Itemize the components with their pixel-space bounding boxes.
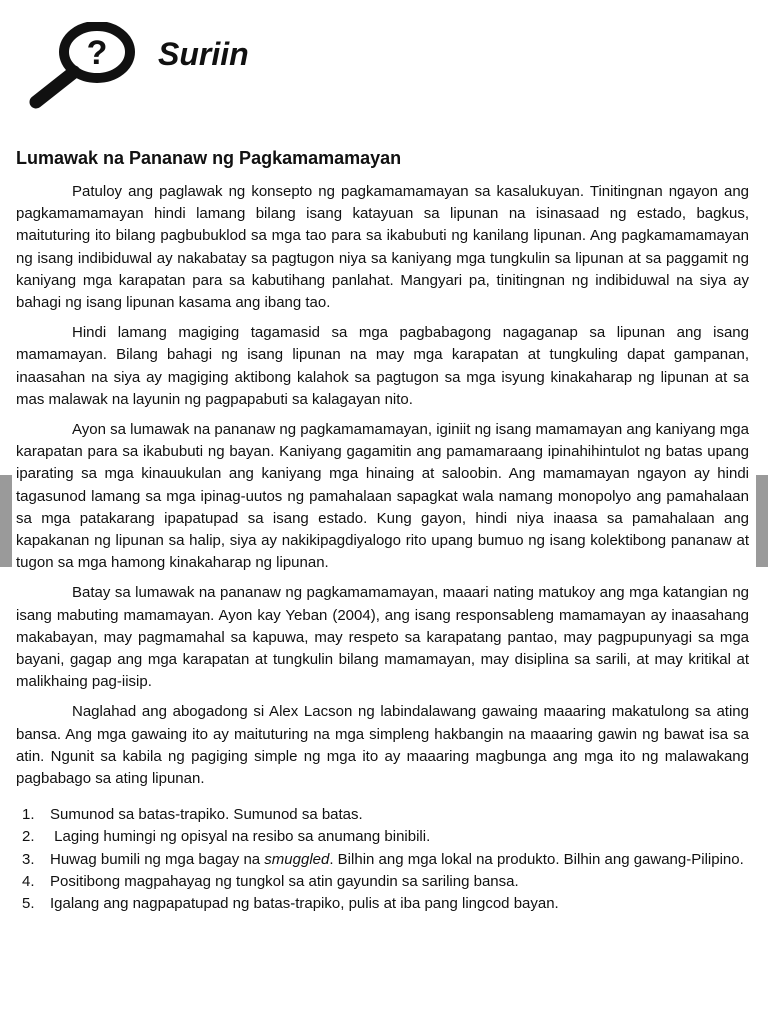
paragraph: Hindi lamang magiging tagamasid sa mga pagbabagong nagaganap sa lipunan ang isang mamamayan. Bilang bahagi ng isang lipunan na may mga karapatan at tungkuling dapat gampanan, inaasahan na siya ay magiging aktibong kalahok sa pagtugon sa mga isyung kinakaharap ng lipunan at sa mas malawak na layunin ng pagpapabuti sa kalagayan nito. [16, 324, 749, 408]
list-item [16, 826, 749, 848]
list-item [16, 849, 749, 871]
list-item-text: Igalang ang nagpapatupad ng batas-trapiko, pulis at iba pang lingcod bayan. [50, 895, 559, 913]
section-title: Suriin [158, 36, 249, 72]
left-edge-bar [0, 475, 12, 567]
list-number: 2. [22, 828, 35, 846]
right-edge-bar [756, 475, 768, 567]
list-item-text [50, 849, 749, 871]
paragraph: Batay sa lumawak na pananaw ng pagkamamamayan, maaari nating matukoy ang mga katangian ng isang mabuting mamamayan. Ayon kay Yeban (2004), ang isang responsableng mamamayan ay inaasahang makabayan, may pagmamahal sa kapuwa, may respeto sa karapatang pantao, may pagpupunyagi sa mga bayani, gagap ang mga karapatan at tungkulin bilang mamamayan, may disiplina sa sarili, at may kritikal at malikhaing pag-iisip. [16, 584, 749, 691]
paragraph: Naglahad ang abogadong si Alex Lacson ng labindalawang gawaing maaaring makatulong sa ating bansa. Ang mga gawaing ito ay maituturing na mga simpleng hakbangin na maaaring gawin ng bawat isa sa atin. Ngunit sa kabila ng pagiging simple ng mga ito ay maaaring magbunga ang mga ito ng malawakang pagbabago sa ating lipunan. [16, 703, 749, 788]
list-item-text-part: Huwag bumili ng mga bagay na [50, 850, 265, 868]
list-number: 1. [22, 806, 35, 824]
list-item [16, 804, 749, 826]
svg-text:?: ? [86, 34, 108, 72]
action-list [16, 804, 749, 915]
list-item-text: Laging humingi ng opisyal na resibo sa anumang binibili. [50, 828, 431, 846]
article-heading: Lumawak na Pananaw ng Pagkamamamayan [16, 148, 402, 168]
list-item [16, 893, 749, 915]
list-item-text-part: . Bilhin ang mga lokal na produkto. Bilhin ang gawang-Pilipino. [329, 850, 744, 868]
paragraph: Ayon sa lumawak na pananaw ng pagkamamamayan, iginiit ng isang mamamayan ang kaniyang mga karapatan para sa ikabubuti ng bayan. Kaniyang gagamitin ang pamamaraang ipinahihintulot ng batas upang iparating sa mga kinauukulan ang kaniyang mga hinaing at saloobin. Ang mamamayan ngayon ay hindi tagasunod lamang sa mga ipinag-uutos ng pamahalaan sapagkat wala namang monopolyo ang pamahalaan sa mga patakarang ipapatupad sa isang estado. Kung gayon, hindi niya inaasa sa pamahalaan ang kapakanan ng lipunan sa halip, siya ay nakikipagdiyalogo rito upang bumuo ng isang kolektibong pananaw at tugon sa mga hamong kinakaharap ng lipunan. [16, 421, 749, 572]
list-number: 5. [22, 895, 35, 913]
magnifier-question-icon [22, 22, 142, 112]
article [16, 148, 749, 915]
list-item-text: Sumunod sa batas-trapiko. Sumunod sa batas. [50, 806, 363, 824]
list-item-text: Positibong magpahayag ng tungkol sa atin gayundin sa sariling bansa. [50, 872, 519, 890]
paragraph: Patuloy ang paglawak ng konsepto ng pagkamamamayan sa kasalukuyan. Tinitingnan ngayon ang pagkamamamayan hindi lamang bilang isang katayuan sa lipunan na isinasaad ng estado, bagkus, maituturing ito bilang pagbubuklod sa mga tao para sa ikabubuti ng kanilang lipunan. Ang pagkamamamayan ng isang indibiduwal ay nakabatay sa pagtugon niya sa kaniyang mga tungkulin sa lipunan at sa paggamit ng kaniyang mga karapatan para sa kabutihang panlahat. Mangyari pa, tinitingnan ng indibiduwal na siya ay bahagi ng isang lipunan kasama ang ibang tao. [16, 183, 749, 312]
list-item [16, 871, 749, 893]
list-number: 4. [22, 872, 35, 890]
list-number: 3. [22, 850, 35, 868]
emphasized-word: smuggled [264, 850, 330, 868]
section-header [22, 22, 422, 112]
